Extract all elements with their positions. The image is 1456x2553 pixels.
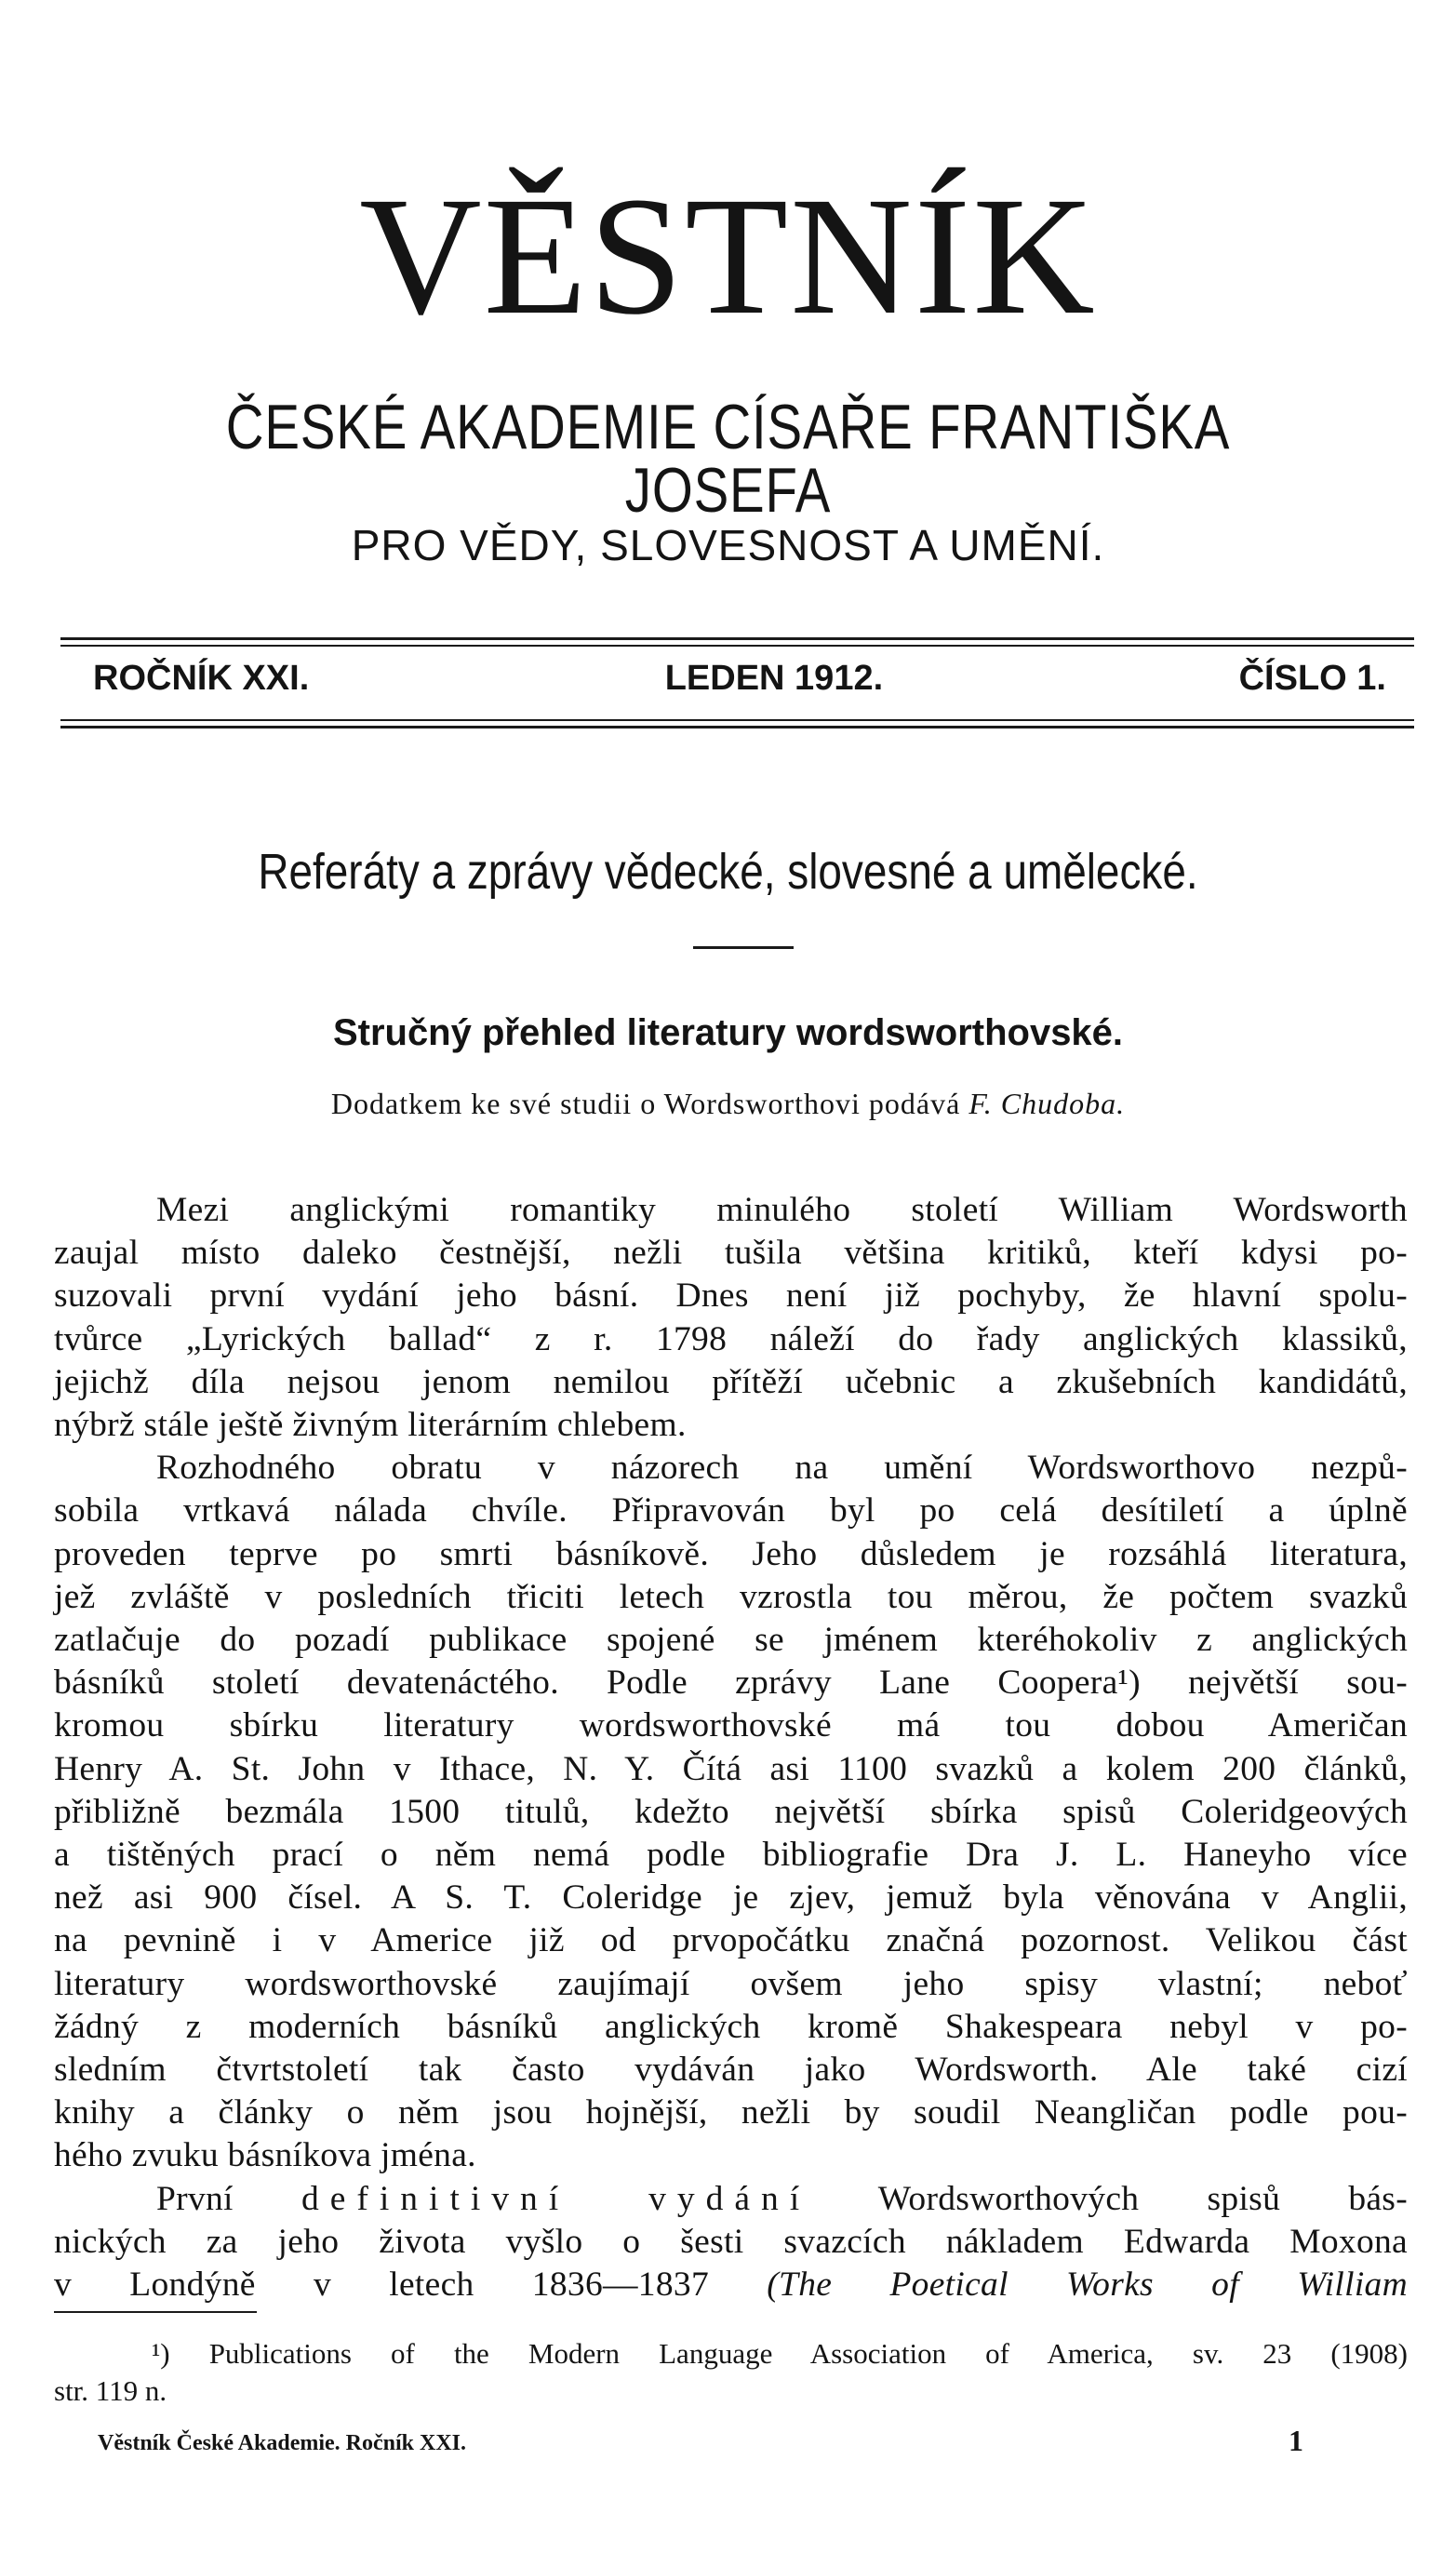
top-double-rule-1 bbox=[60, 637, 1414, 640]
text-line: proveden teprve po smrti básníkově. Jeho důsledem je rozsáhlá literatura, bbox=[54, 1534, 1408, 1573]
text-line: tvůrce „Lyrických ballad“ z r. 1798 náleží do řady anglických klassiků, bbox=[54, 1319, 1408, 1358]
text-line: přibližně bezmála 1500 titulů, kdežto největší sbírka spisů Coleridgeových bbox=[54, 1792, 1408, 1831]
text-line: nických za jeho života vyšlo o šesti svazcích nákladem Edwarda Moxona bbox=[54, 2222, 1408, 2261]
text-line: než asi 900 čísel. A S. T. Coleridge je zjev, jemuž byla věnována v Anglii, bbox=[54, 1878, 1408, 1918]
paragraph-1 bbox=[54, 1189, 1408, 1447]
text-line: na pevnině i v Americe již od prvopočátku značná pozornost. Velikou část bbox=[54, 1921, 1408, 1960]
text-line: kromou sbírku literatury wordsworthovské má tou dobou Američan bbox=[54, 1706, 1408, 1745]
line-rest: Wordsworthových spisů bás- bbox=[877, 2179, 1408, 2218]
text-line: žádný z moderních básníků anglických kromě Shakespeara nebyl v po- bbox=[54, 2007, 1408, 2046]
text-line: nýbrž stále ještě živným literárním chlebem. bbox=[54, 1406, 687, 1445]
footnote-line: ¹) Publications of the Modern Language Association of America, sv. 23 (1908) bbox=[152, 2337, 1408, 2370]
issue-number: ČÍSLO 1. bbox=[1238, 659, 1386, 698]
issue-date: LEDEN 1912. bbox=[664, 659, 884, 698]
text-line: básníků století devatenáctého. Podle zprávy Lane Coopera¹) největší sou- bbox=[54, 1664, 1408, 1703]
footnote-rule bbox=[54, 2311, 257, 2313]
text-line: hého zvuku básníkova jména. bbox=[54, 2136, 476, 2175]
footnote bbox=[54, 2335, 1408, 2410]
top-double-rule-2 bbox=[60, 645, 1414, 647]
text-line: sledním čtvrtstoletí tak často vydáván jako Wordsworth. Ale také cizí bbox=[54, 2051, 1408, 2090]
text-line bbox=[54, 2178, 1408, 2221]
section-divider bbox=[693, 946, 794, 949]
masthead-subtitle: ČESKÉ AKADEMIE CÍSAŘE FRANTIŠKA JOSEFA bbox=[225, 392, 1231, 526]
text-line: knihy a články o něm jsou hojnější, nežli by soudil Neangličan podle pou- bbox=[54, 2093, 1408, 2132]
text-line: jež zvláště v posledních třiciti letech vzrostla tou měrou, že počtem svazků bbox=[54, 1577, 1408, 1616]
text-line: Rozhodného obratu v názorech na umění Wordsworthovo nezpů- bbox=[156, 1449, 1408, 1488]
section-heading: Referáty a zprávy vědecké, slovesné a umělecké. bbox=[258, 844, 1198, 900]
masthead-subtitle-2: PRO VĚDY, SLOVESNOST A UMĚNÍ. bbox=[351, 521, 1105, 569]
text-line bbox=[54, 2264, 1408, 2306]
issue-volume: ROČNÍK XXI. bbox=[93, 659, 310, 698]
book-title-italic: (The Poetical Works of William bbox=[767, 2266, 1408, 2305]
line-plain: v Londýně v letech 1836—1837 bbox=[54, 2266, 710, 2305]
article-byline bbox=[0, 1089, 1456, 1118]
byline-author: F. Chudoba. bbox=[968, 1087, 1126, 1120]
paragraph-3 bbox=[54, 2178, 1408, 2307]
text-line: Mezi anglickými romantiky minulého století William Wordsworth bbox=[156, 1191, 1408, 1229]
footnote-line: str. 119 n. bbox=[54, 2374, 167, 2407]
text-line: Henry A. St. John v Ithace, N. Y. Čítá asi 1100 svazků a kolem 200 článků, bbox=[54, 1749, 1408, 1788]
spaced-emphasis: definitivní vydání bbox=[301, 2179, 811, 2218]
text-line: zatlačuje do pozadí publikace spojené se jménem kteréhokoliv z anglických bbox=[54, 1621, 1408, 1660]
text-line: jejichž díla nejsou jenom nemilou přítěží učebnic a zkušebních kandidátů, bbox=[54, 1362, 1408, 1401]
text-line: suzovali první vydání jeho básní. Dnes není již pochyby, že hlavní spolu- bbox=[54, 1276, 1408, 1316]
text-line: sobila vrtkavá nálada chvíle. Připravován byl po celá desítiletí a úplně bbox=[54, 1491, 1408, 1530]
byline-text: Dodatkem ke své studii o Wordsworthovi podává bbox=[330, 1087, 961, 1120]
bottom-double-rule-1 bbox=[60, 719, 1414, 721]
running-footer: Věstník České Akademie. Ročník XXI. bbox=[98, 2431, 467, 2455]
text-line: literatury wordsworthovské zaujímají ovšem jeho spisy vlastní; neboť bbox=[54, 1964, 1408, 2003]
text-line: zaujal místo daleko čestnější, nežli tušila většina kritiků, kteří kdysi po- bbox=[54, 1234, 1408, 1273]
lead-word: První bbox=[156, 2179, 234, 2218]
paragraph-2 bbox=[54, 1447, 1408, 2177]
page-number: 1 bbox=[1289, 2424, 1303, 2457]
masthead-title: VĚSTNÍK bbox=[359, 163, 1097, 350]
issue-bar bbox=[93, 659, 1386, 699]
text-line: a tištěných prací o něm nemá podle bibliografie Dra J. L. Haneyho více bbox=[54, 1836, 1408, 1875]
bottom-double-rule-2 bbox=[60, 726, 1414, 728]
article-title: Stručný přehled literatury wordsworthovské. bbox=[332, 1012, 1124, 1053]
article-body bbox=[54, 1189, 1408, 2306]
